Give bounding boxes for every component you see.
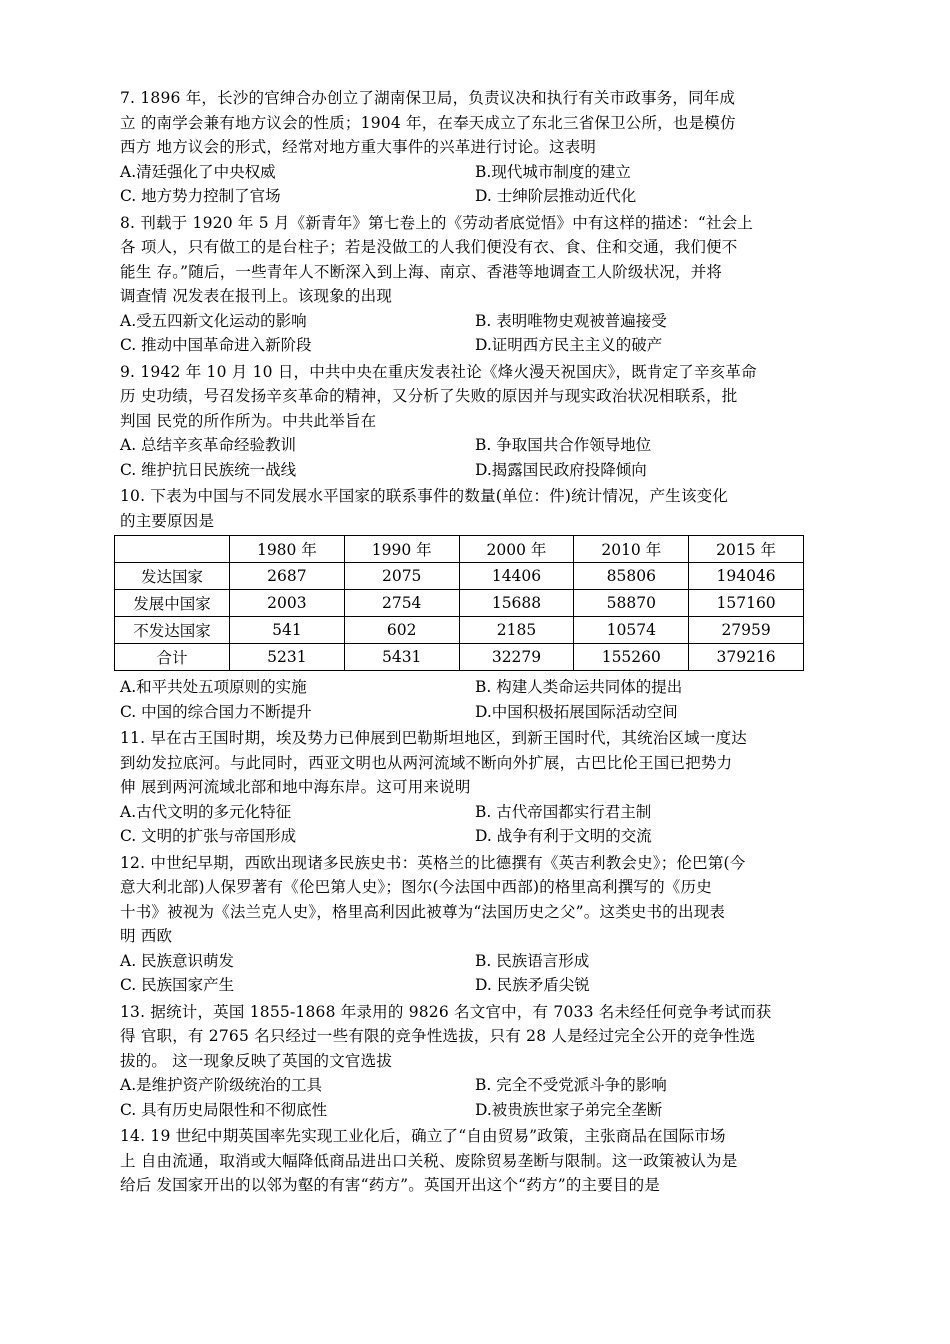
table-cell: 2075 (344, 563, 459, 590)
table-cell: 14406 (459, 563, 574, 590)
question-line: 拔的。 这一现象反映了英国的文官选拔 (120, 1051, 393, 1070)
question-line: 意大利北部)人保罗著有《伦巴第人史》；图尔(今法国中西部)的格里高利撰写的《历史 (120, 878, 712, 896)
question-7 (120, 86, 830, 209)
question-line: 十书》被视为《法兰克人史》，格里高利因此被尊为“法国历史之父”。这类史书的出现表 (120, 902, 726, 921)
table-cell: 2185 (459, 617, 574, 644)
question-13 (120, 1000, 830, 1123)
question-line: 11. 早在古王国时期，埃及势力已伸展到巴勒斯坦地区，到新王国时代，其统治区域一度达 (120, 729, 747, 747)
question-line: 到幼发拉底河。与此同时，西亚文明也从两河流域不断向外扩展，古巴比伦王国已把势力 (120, 753, 733, 772)
option-a[interactable]: A. 民族意识萌发 (120, 951, 235, 970)
table-cell: 2687 (230, 563, 345, 590)
question-line: 的主要原因是 (120, 511, 215, 530)
option-b[interactable]: B. 完全不受党派斗争的影响 (475, 1076, 667, 1094)
question-line: 明 西欧 (120, 927, 173, 945)
table-cell: 27959 (689, 617, 804, 644)
table-header-cell (115, 536, 230, 563)
question-line: 西方 地方议会的形式，经常对地方重大事件的兴革进行讨论。这表明 (120, 138, 597, 156)
table-row (115, 617, 804, 644)
table-cell: 不发达国家 (115, 617, 230, 644)
table-header-cell: 2010 年 (574, 536, 689, 563)
table-cell: 发达国家 (115, 563, 230, 590)
option-b[interactable]: B. 构建人类命运共同体的提出 (475, 678, 683, 696)
question-line: 立 的南学会兼有地方议会的性质；1904 年，在奉天成立了东北三省保卫公所，也是模仿 (120, 113, 736, 132)
question-line: 12. 中世纪早期，西欧出现诸多民族史书：英格兰的比德撰有《英吉利教会史》；伦巴第(今 (120, 853, 746, 872)
question-line: 8. 刊载于 1920 年 5 月《新青年》第七卷上的《劳动者底觉悟》中有这样的描述：“社会上 (120, 213, 754, 232)
option-b[interactable]: B. 民族语言形成 (475, 951, 590, 970)
option-c[interactable]: C. 中国的综合国力不断提升 (120, 702, 312, 721)
options (120, 675, 830, 724)
question-line: 各 项人，只有做工的是台柱子；若是没做工的人我们便没有衣、食、住和交通，我们便不 (120, 238, 738, 256)
table-row (115, 644, 804, 671)
option-c[interactable]: C. 维护抗日民族统一战线 (120, 460, 297, 479)
question-line: 调查情 况发表在报刊上。该现象的出现 (120, 287, 393, 305)
table-header-cell: 2015 年 (689, 536, 804, 563)
question-line: 判国 民党的所作所为。中共此举旨在 (120, 411, 377, 430)
table-row (115, 590, 804, 617)
table-cell: 194046 (689, 563, 804, 590)
table-cell: 发展中国家 (115, 590, 230, 617)
option-a[interactable]: A.是维护资产阶级统治的工具 (120, 1076, 323, 1094)
table-cell: 157160 (689, 590, 804, 617)
question-line: 14. 19 世纪中期英国率先实现工业化后，确立了“自由贸易”政策，主张商品在国际市场 (120, 1127, 726, 1145)
question-line: 历 史功绩，号召发扬辛亥革命的精神，又分析了失败的原因并与现实政治状况相联系，批 (120, 387, 738, 405)
option-c[interactable]: C. 文明的扩张与帝国形成 (120, 827, 297, 845)
options (120, 309, 830, 358)
options (120, 800, 830, 849)
question-line: 得 官职，有 2765 名只经过一些有限的竞争性选拔，只有 28 人是经过完全公开的竞争性选 (120, 1027, 756, 1045)
option-b[interactable]: B.现代城市制度的建立 (475, 162, 631, 181)
table-cell: 2754 (344, 590, 459, 617)
statistics-table (114, 535, 804, 671)
table-cell: 155260 (574, 644, 689, 671)
option-c[interactable]: C. 民族国家产生 (120, 976, 235, 994)
option-c[interactable]: C. 具有历史局限性和不彻底性 (120, 1100, 328, 1119)
exam-page (120, 86, 830, 1200)
options (120, 160, 830, 209)
question-line: 给后 发国家开出的以邻为壑的有害“药方”。英国开出这个“药方”的主要目的是 (120, 1176, 661, 1194)
option-b[interactable]: B. 争取国共合作领导地位 (475, 436, 652, 454)
question-line: 上 自由流通，取消或大幅降低商品进出口关税、废除贸易垄断与限制。这一政策被认为是 (120, 1151, 738, 1170)
question-line: 7. 1896 年，长沙的官绅合办创立了湖南保卫局，负责议决和执行有关市政事务，同年成 (120, 89, 736, 107)
option-a[interactable]: A. 总结辛亥革命经验教训 (120, 436, 297, 454)
question-10 (120, 484, 830, 724)
option-d[interactable]: D.中国积极拓展国际活动空间 (475, 702, 678, 721)
options (120, 1073, 830, 1122)
options (120, 949, 830, 998)
question-9 (120, 360, 830, 483)
option-a[interactable]: A.古代文明的多元化特征 (120, 802, 292, 821)
table-cell: 合计 (115, 644, 230, 671)
option-d[interactable]: D. 战争有利于文明的交流 (475, 827, 652, 845)
option-d[interactable]: D.被贵族世家子弟完全垄断 (475, 1100, 663, 1119)
table-header-cell: 2000 年 (459, 536, 574, 563)
question-14 (120, 1124, 830, 1198)
question-line: 伸 展到两河流域北部和地中海东岸。这可用来说明 (120, 778, 471, 796)
option-b[interactable]: B. 表明唯物史观被普遍接受 (475, 311, 667, 330)
table-header-cell: 1990 年 (344, 536, 459, 563)
table-cell: 541 (230, 617, 345, 644)
table-cell: 5431 (344, 644, 459, 671)
question-line: 9. 1942 年 10 月 10 日，中共中央在重庆发表社论《烽火漫天祝国庆》，既肯定了辛亥革命 (120, 362, 757, 381)
question-line: 10. 下表为中国与不同发展水平国家的联系事件的数量(单位：件)统计情况，产生该变化 (120, 487, 729, 505)
table-cell: 379216 (689, 644, 804, 671)
option-c[interactable]: C. 推动中国革命进入新阶段 (120, 336, 312, 354)
table-cell: 58870 (574, 590, 689, 617)
question-line: 能生 存。”随后，一些青年人不断深入到上海、南京、香港等地调查工人阶级状况，并将 (120, 262, 723, 281)
option-d[interactable]: D. 士绅阶层推动近代化 (475, 187, 637, 205)
options (120, 433, 830, 482)
option-c[interactable]: C. 地方势力控制了官场 (120, 187, 281, 205)
question-line: 13. 据统计，英国 1855-1868 年录用的 9826 名文官中，有 7033 名未经任何竞争考试而获 (120, 1002, 772, 1021)
table-header-row (115, 536, 804, 563)
question-11 (120, 726, 830, 849)
table-row (115, 563, 804, 590)
option-b[interactable]: B. 古代帝国都实行君主制 (475, 802, 652, 821)
table-cell: 5231 (230, 644, 345, 671)
table-cell: 602 (344, 617, 459, 644)
question-12 (120, 851, 830, 998)
table-cell: 2003 (230, 590, 345, 617)
option-a[interactable]: A.和平共处五项原则的实施 (120, 678, 307, 696)
option-d[interactable]: D. 民族矛盾尖锐 (475, 976, 590, 994)
question-8 (120, 211, 830, 358)
table-header-cell: 1980 年 (230, 536, 345, 563)
option-d[interactable]: D.证明西方民主主义的破产 (475, 336, 663, 354)
option-a[interactable]: A.受五四新文化运动的影响 (120, 311, 307, 330)
option-d[interactable]: D.揭露国民政府投降倾向 (475, 460, 647, 479)
table-cell: 85806 (574, 563, 689, 590)
table-cell: 32279 (459, 644, 574, 671)
option-a[interactable]: A.清廷强化了中央权威 (120, 162, 276, 181)
table-cell: 15688 (459, 590, 574, 617)
table-cell: 10574 (574, 617, 689, 644)
